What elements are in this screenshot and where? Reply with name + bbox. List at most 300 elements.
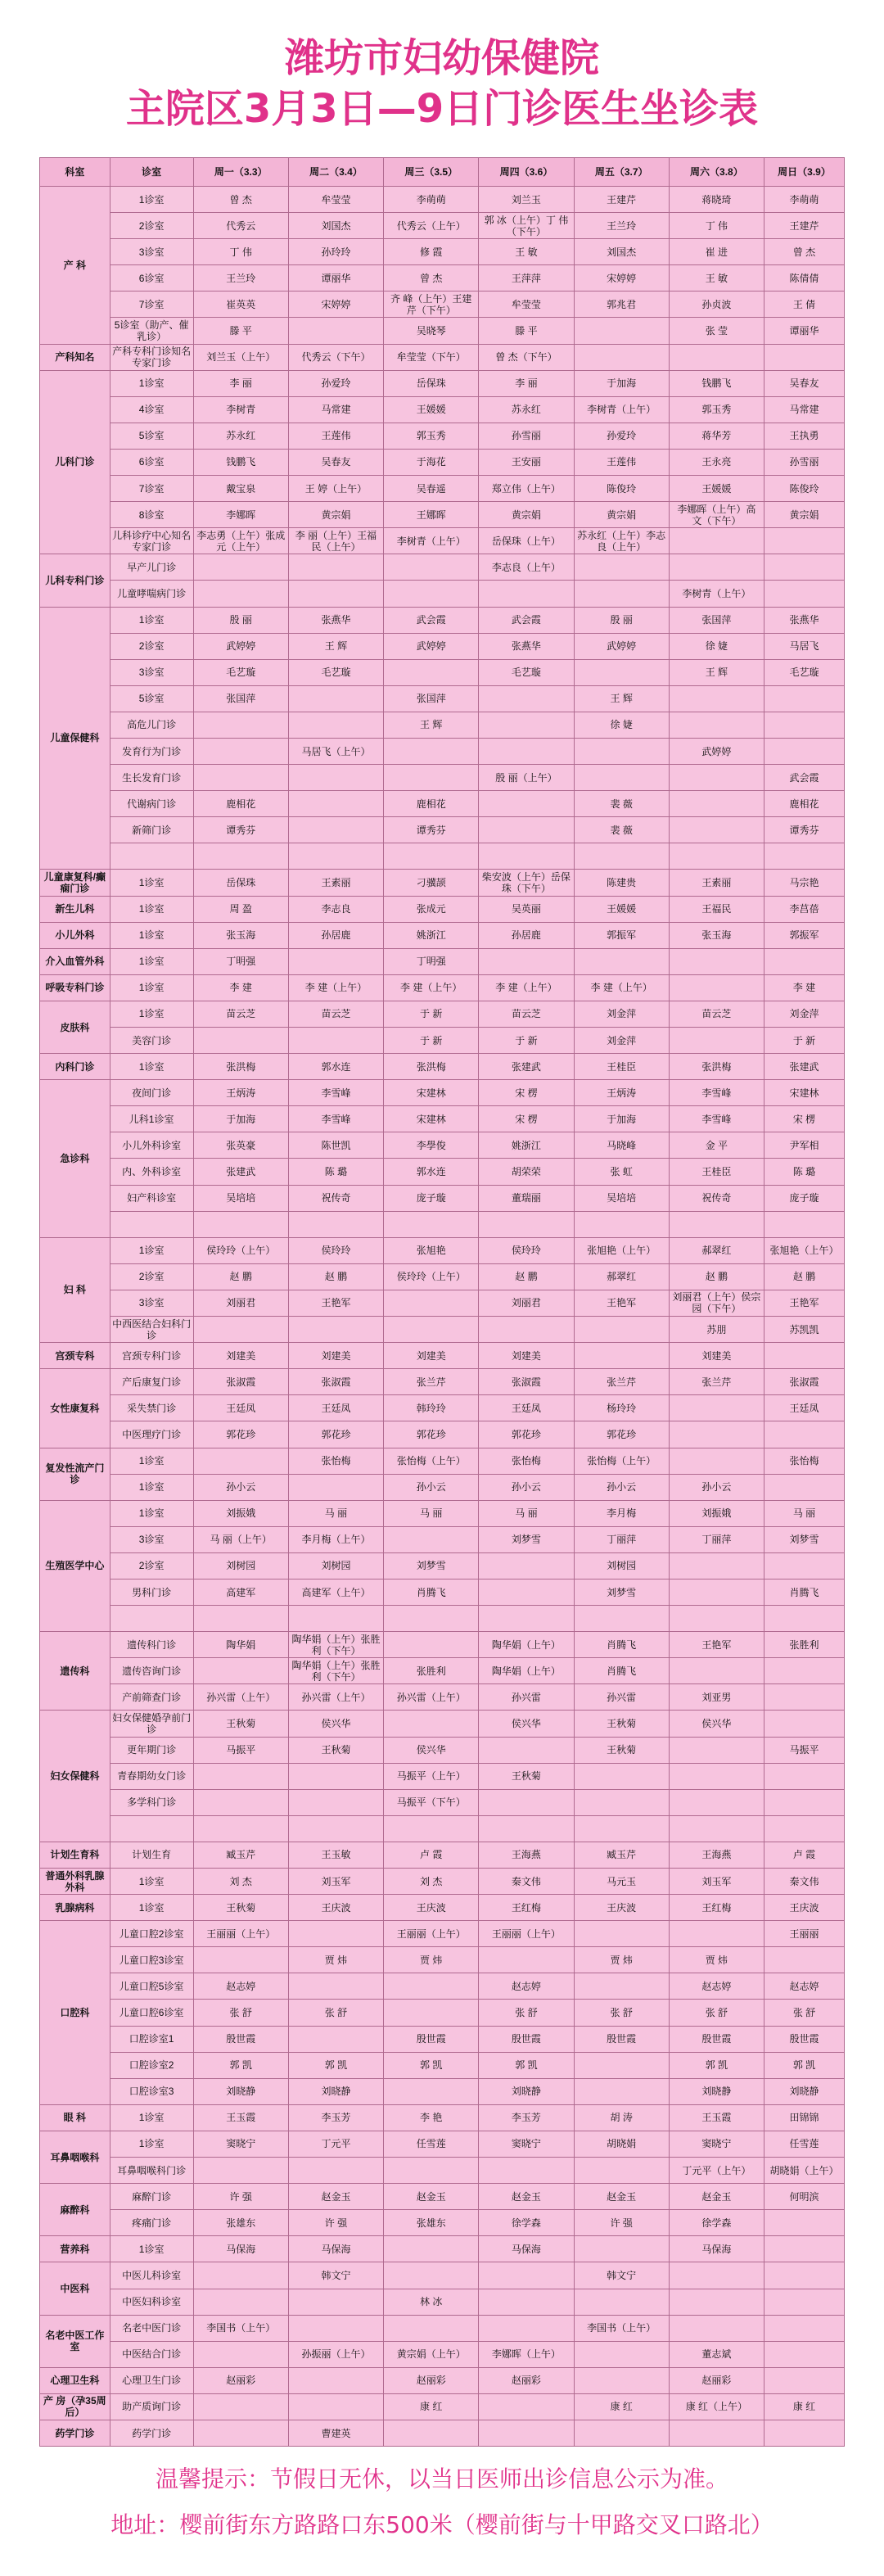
department-cell: 心理卫生科 (40, 2367, 110, 2393)
room-cell: 儿童口腔2诊室 (110, 1921, 193, 1947)
room-cell: 1诊室 (110, 187, 193, 213)
doctor-cell: 鹿相花 (193, 791, 288, 817)
doctor-cell: 胡晓娟 (574, 2131, 669, 2157)
doctor-cell (669, 2289, 764, 2315)
room-cell: 3诊室 (110, 1526, 193, 1552)
doctor-cell (288, 1317, 383, 1343)
doctor-cell (764, 1474, 845, 1500)
doctor-cell (764, 712, 845, 738)
doctor-cell: 任雪莲 (384, 2131, 479, 2157)
room-cell: 7诊室 (110, 291, 193, 318)
doctor-cell (384, 554, 479, 581)
doctor-cell: 张洪梅 (669, 1054, 764, 1080)
doctor-cell: 武会霞 (479, 607, 574, 633)
doctor-cell: 王丽丽 (764, 1921, 845, 1947)
doctor-cell: 徐 婕 (574, 712, 669, 738)
table-row (40, 685, 845, 712)
doctor-cell: 康 红 (574, 2393, 669, 2420)
doctor-cell (764, 1947, 845, 1973)
doctor-cell (479, 1317, 574, 1343)
doctor-cell: 侯兴华 (384, 1737, 479, 1763)
doctor-cell: 张胜利 (384, 1658, 479, 1684)
table-row (40, 396, 845, 423)
doctor-cell: 张旭艳（上午） (574, 1237, 669, 1263)
doctor-cell: 赵金玉 (479, 2184, 574, 2210)
doctor-cell: 宋 楞 (479, 1106, 574, 1132)
room-cell: 7诊室 (110, 476, 193, 502)
doctor-cell (288, 1211, 383, 1237)
doctor-cell: 王福民 (669, 896, 764, 922)
doctor-cell: 王兰玲 (193, 265, 288, 291)
doctor-cell: 苏永红 (479, 396, 574, 423)
doctor-cell: 赵丽彩 (669, 2367, 764, 2393)
doctor-cell: 黄宗娟 (479, 502, 574, 528)
doctor-cell (764, 2236, 845, 2262)
table-row (40, 922, 845, 948)
doctor-cell: 宋建林 (384, 1106, 479, 1132)
table-row (40, 1737, 845, 1763)
doctor-cell (764, 2315, 845, 2341)
doctor-cell (479, 1947, 574, 1973)
doctor-cell (764, 1711, 845, 1737)
doctor-cell (479, 581, 574, 607)
doctor-cell: 李 建（上午） (479, 974, 574, 1001)
address-text: 地址：樱前街东方路路口东500米（樱前街与十甲路交叉口路北） (110, 2511, 774, 2539)
room-cell: 高危儿门诊 (110, 712, 193, 738)
doctor-cell: 齐 峰（上午）王建芹（下午） (384, 291, 479, 318)
doctor-cell: 吴春遥 (384, 476, 479, 502)
doctor-cell: 马居飞（上午） (288, 738, 383, 764)
room-cell: 耳鼻咽喉科门诊 (110, 2158, 193, 2184)
doctor-cell (764, 1789, 845, 1815)
doctor-cell (193, 765, 288, 791)
doctor-cell (574, 1606, 669, 1632)
doctor-cell: 宋 楞 (764, 1106, 845, 1132)
doctor-cell (764, 685, 845, 712)
doctor-cell: 岳保珠 (193, 870, 288, 896)
doctor-cell (288, 765, 383, 791)
doctor-cell (288, 2289, 383, 2315)
doctor-cell: 李玉芳 (479, 2104, 574, 2131)
doctor-cell (669, 554, 764, 581)
doctor-cell: 庞子璇 (764, 1185, 845, 1211)
doctor-cell: 李 建（上午） (288, 974, 383, 1001)
room-cell: 儿童哮喘病门诊 (110, 581, 193, 607)
doctor-cell: 毛艺璇 (193, 659, 288, 685)
doctor-cell: 王廷凤 (193, 1395, 288, 1421)
doctor-cell: 刘晓静 (764, 2078, 845, 2104)
table-row (40, 1763, 845, 1789)
department-cell: 呼吸专科门诊 (40, 974, 110, 1001)
doctor-cell: 许 强 (574, 2210, 669, 2236)
doctor-cell (669, 1815, 764, 1842)
room-cell: 1诊室 (110, 948, 193, 974)
table-row (40, 1711, 845, 1737)
doctor-cell (574, 765, 669, 791)
doctor-cell (384, 765, 479, 791)
doctor-cell (764, 1606, 845, 1632)
doctor-cell: 王红梅 (479, 1895, 574, 1921)
doctor-cell: 刘 杰 (193, 1869, 288, 1895)
doctor-cell: 牟莹莹 (288, 187, 383, 213)
notice-text: 温馨提示：节假日无休，以当日医师出诊信息公示为准。 (155, 2465, 728, 2493)
room-cell: 5诊室 (110, 685, 193, 712)
doctor-cell: 刘建美 (479, 1343, 574, 1369)
room-cell: 1诊室 (110, 1001, 193, 1027)
doctor-cell: 王红梅 (669, 1895, 764, 1921)
doctor-cell (669, 1789, 764, 1815)
doctor-cell (669, 1552, 764, 1579)
table-row (40, 948, 845, 974)
table-row (40, 1658, 845, 1684)
table-row (40, 2052, 845, 2078)
doctor-cell (384, 2000, 479, 2026)
doctor-cell: 代秀云（下午） (288, 344, 383, 370)
room-cell: 1诊室 (110, 1500, 193, 1526)
room-cell: 妇产科诊室 (110, 1185, 193, 1211)
doctor-cell: 孙兴雷 (574, 1684, 669, 1711)
doctor-cell: 王 敏 (669, 265, 764, 291)
doctor-cell (764, 2367, 845, 2393)
table-row (40, 581, 845, 607)
doctor-cell: 牟莹莹（下午） (384, 344, 479, 370)
room-cell: 3诊室 (110, 1290, 193, 1316)
table-row (40, 1185, 845, 1211)
doctor-cell: 孙雪丽 (479, 423, 574, 449)
hospital-title: 潍坊市妇幼保健院 (284, 35, 599, 81)
table-row (40, 1606, 845, 1632)
doctor-cell: 臧玉芹 (193, 1842, 288, 1868)
doctor-cell: 代秀云（上午） (384, 213, 479, 239)
doctor-cell: 康 红 (764, 2393, 845, 2420)
doctor-cell: 刘晓静 (669, 2078, 764, 2104)
doctor-cell: 王秋菊 (479, 1763, 574, 1789)
doctor-cell: 王庆波 (384, 1895, 479, 1921)
doctor-cell: 黄宗娟（上午） (384, 2341, 479, 2367)
doctor-cell: 崔英英 (193, 291, 288, 318)
doctor-cell: 窦晓宁 (193, 2131, 288, 2157)
room-cell: 产前筛查门诊 (110, 1684, 193, 1711)
doctor-cell: 赵 鹏 (193, 1263, 288, 1290)
doctor-cell (384, 2078, 479, 2104)
doctor-cell: 鹿相花 (764, 791, 845, 817)
table-row (40, 1632, 845, 1658)
doctor-cell: 刘树园 (193, 1552, 288, 1579)
doctor-cell (669, 1579, 764, 1605)
doctor-cell: 林 冰 (384, 2289, 479, 2315)
doctor-cell: 刘树园 (288, 1552, 383, 1579)
doctor-cell (574, 948, 669, 974)
doctor-cell: 孙小云 (384, 1474, 479, 1500)
doctor-cell: 王庆波 (574, 1895, 669, 1921)
doctor-cell: 陈俊玲 (574, 476, 669, 502)
doctor-cell: 宋建林 (764, 1080, 845, 1106)
doctor-cell: 陶华娟（上午）张胜利（下午） (288, 1632, 383, 1658)
room-cell: 内、外科诊室 (110, 1159, 193, 1185)
doctor-cell (669, 528, 764, 554)
doctor-cell: 秦文伟 (764, 1869, 845, 1895)
doctor-cell: 王秋菊 (574, 1737, 669, 1763)
table-row (40, 1211, 845, 1237)
table-row (40, 633, 845, 659)
doctor-cell: 陈倩倩 (764, 265, 845, 291)
doctor-cell: 王 辉 (669, 659, 764, 685)
doctor-cell (479, 2289, 574, 2315)
room-cell: 8诊室 (110, 502, 193, 528)
doctor-cell: 马 丽 (764, 1500, 845, 1526)
doctor-cell (669, 2420, 764, 2446)
doctor-cell: 刘金萍 (574, 1028, 669, 1054)
doctor-cell: 张怡梅（上午） (574, 1448, 669, 1474)
department-cell: 儿童康复科/癫痫门诊 (40, 870, 110, 896)
doctor-cell (669, 1737, 764, 1763)
doctor-cell (288, 1789, 383, 1815)
doctor-cell: 李 建 (193, 974, 288, 1001)
doctor-cell: 孙贞波 (669, 291, 764, 318)
doctor-cell: 王建芹 (764, 213, 845, 239)
doctor-cell (479, 1789, 574, 1815)
doctor-cell: 张淑霞 (288, 1369, 383, 1395)
doctor-cell: 郭振军 (574, 922, 669, 948)
doctor-cell (669, 344, 764, 370)
doctor-cell: 郝翠红 (669, 1237, 764, 1263)
doctor-cell: 韩文宁 (288, 2262, 383, 2289)
room-cell: 计划生育 (110, 1842, 193, 1868)
room-cell: 新筛门诊 (110, 817, 193, 843)
doctor-cell: 郭花珍 (193, 1421, 288, 1448)
doctor-cell: 张旭艳 (384, 1237, 479, 1263)
doctor-cell: 尹军相 (764, 1132, 845, 1159)
table-row (40, 213, 845, 239)
doctor-cell: 臧玉芹 (574, 1842, 669, 1868)
doctor-cell (479, 712, 574, 738)
doctor-cell: 刘兰玉 (479, 187, 574, 213)
room-cell: 名老中医门诊 (110, 2315, 193, 2341)
doctor-cell: 钱鹏飞 (193, 449, 288, 475)
doctor-cell: 刘丽君（上午）侯宗园（下午） (669, 1290, 764, 1316)
doctor-cell: 赵志婷 (479, 1973, 574, 2000)
doctor-cell: 张建武 (193, 1159, 288, 1185)
doctor-cell (193, 1211, 288, 1237)
department-cell: 女性康复科 (40, 1369, 110, 1448)
doctor-cell: 刘建美 (384, 1343, 479, 1369)
doctor-cell (384, 2420, 479, 2446)
doctor-cell (384, 2262, 479, 2289)
doctor-cell: 丁丽萍 (574, 1526, 669, 1552)
room-cell: 1诊室 (110, 1474, 193, 1500)
doctor-cell: 刘振娥 (669, 1500, 764, 1526)
doctor-cell (384, 2236, 479, 2262)
doctor-cell: 李 丽 (479, 370, 574, 396)
doctor-cell: 郭 凯 (764, 2052, 845, 2078)
doctor-cell (193, 843, 288, 870)
doctor-cell (288, 791, 383, 817)
doctor-cell: 吴春友 (288, 449, 383, 475)
doctor-cell: 张国萍 (384, 685, 479, 712)
table-row (40, 239, 845, 265)
doctor-cell: 李月梅（上午） (288, 1526, 383, 1552)
table-row (40, 2078, 845, 2104)
doctor-cell (479, 2262, 574, 2289)
doctor-cell: 李莒蓓 (764, 896, 845, 922)
table-row (40, 1684, 845, 1711)
doctor-cell: 于 新 (384, 1001, 479, 1027)
doctor-cell: 张兰芹 (574, 1369, 669, 1395)
table-row (40, 1369, 845, 1395)
doctor-cell (764, 738, 845, 764)
doctor-cell: 柴安波（上午）岳保珠（下午） (479, 870, 574, 896)
doctor-cell (288, 2158, 383, 2184)
doctor-cell (384, 1711, 479, 1737)
doctor-cell: 王建芹 (574, 187, 669, 213)
doctor-cell: 苗云芝 (669, 1001, 764, 1027)
doctor-cell (764, 1552, 845, 1579)
doctor-cell: 胡 涛 (574, 2104, 669, 2131)
doctor-cell (193, 554, 288, 581)
doctor-cell: 殷世霞 (669, 2026, 764, 2052)
table-row (40, 738, 845, 764)
table-row (40, 607, 845, 633)
department-cell: 耳鼻咽喉科 (40, 2131, 110, 2183)
department-cell: 介入血管外科 (40, 948, 110, 974)
doctor-cell: 刘梦雪 (479, 1526, 574, 1552)
doctor-cell (288, 2367, 383, 2393)
doctor-cell: 刘亚男 (669, 1684, 764, 1711)
doctor-cell: 毛艺璇 (479, 659, 574, 685)
doctor-cell: 宋婷婷 (574, 265, 669, 291)
doctor-cell (764, 1684, 845, 1711)
doctor-cell: 丁明强 (193, 948, 288, 974)
table-row (40, 187, 845, 213)
room-cell: 1诊室 (110, 1895, 193, 1921)
doctor-cell: 董瑞丽 (479, 1185, 574, 1211)
doctor-cell: 李 建（上午） (574, 974, 669, 1001)
schedule-subtitle: 主院区3月3日—9日门诊医生坐诊表 (125, 86, 759, 132)
doctor-cell: 马常建 (764, 396, 845, 423)
doctor-cell: 侯兴华 (288, 1711, 383, 1737)
table-row (40, 896, 845, 922)
doctor-cell: 王玉敏 (288, 1842, 383, 1868)
doctor-cell: 肖腾飞 (384, 1579, 479, 1605)
doctor-cell: 马 丽 (384, 1500, 479, 1526)
room-cell: 儿科诊疗中心知名专家门诊 (110, 528, 193, 554)
room-cell: 儿童口腔5诊室 (110, 1973, 193, 2000)
table-row (40, 528, 845, 554)
doctor-cell: 钱鹏飞 (669, 370, 764, 396)
table-row (40, 502, 845, 528)
doctor-cell (384, 581, 479, 607)
doctor-cell: 谭秀芬 (764, 817, 845, 843)
doctor-cell (764, 843, 845, 870)
doctor-cell: 郭花珍 (384, 1421, 479, 1448)
room-cell: 1诊室 (110, 922, 193, 948)
room-cell: 1诊室 (110, 1237, 193, 1263)
doctor-cell: 卢 霞 (764, 1842, 845, 1868)
doctor-cell: 郭兆君 (574, 291, 669, 318)
table-row (40, 2367, 845, 2393)
schedule-table-wrapper (39, 157, 845, 2447)
doctor-cell: 赵 鹏 (479, 1263, 574, 1290)
doctor-cell: 李 建 (764, 974, 845, 1001)
doctor-cell: 孙小云 (193, 1474, 288, 1500)
doctor-cell (288, 2393, 383, 2420)
doctor-cell (288, 1815, 383, 1842)
doctor-cell: 王艳军 (288, 1290, 383, 1316)
room-cell: 口腔诊室3 (110, 2078, 193, 2104)
doctor-cell: 马振平（下午） (384, 1789, 479, 1815)
doctor-cell (574, 1921, 669, 1947)
table-row (40, 1947, 845, 1973)
table-row (40, 1106, 845, 1132)
room-cell: 代谢病门诊 (110, 791, 193, 817)
doctor-cell (574, 2420, 669, 2446)
doctor-cell: 孙振丽（上午） (288, 2341, 383, 2367)
room-cell: 3诊室 (110, 659, 193, 685)
department-cell: 儿童保健科 (40, 607, 110, 870)
doctor-cell: 丁丽萍 (669, 1526, 764, 1552)
doctor-cell: 张英豪 (193, 1132, 288, 1159)
doctor-cell: 赵金玉 (669, 2184, 764, 2210)
table-row (40, 318, 845, 344)
doctor-cell (479, 1815, 574, 1842)
room-cell: 4诊室 (110, 396, 193, 423)
doctor-cell: 赵志婷 (764, 1973, 845, 2000)
doctor-cell: 马 丽 (479, 1500, 574, 1526)
doctor-cell: 殷世霞 (479, 2026, 574, 2052)
doctor-cell: 马保海 (479, 2236, 574, 2262)
doctor-cell: 胡晓娟（上午） (764, 2158, 845, 2184)
doctor-cell: 董志斌 (669, 2341, 764, 2367)
department-cell: 儿科专科门诊 (40, 554, 110, 607)
doctor-cell: 苏永红（上午）李志良（上午） (574, 528, 669, 554)
doctor-cell: 郭振军 (764, 922, 845, 948)
room-cell: 产后康复门诊 (110, 1369, 193, 1395)
doctor-cell: 李树青（上午） (574, 396, 669, 423)
doctor-cell: 郭 凯 (669, 2052, 764, 2078)
table-row (40, 1395, 845, 1421)
department-cell: 内科门诊 (40, 1054, 110, 1080)
table-row (40, 1842, 845, 1868)
doctor-cell (479, 2420, 574, 2446)
header-cell: 周五（3.7） (574, 158, 669, 187)
table-row (40, 1500, 845, 1526)
room-cell: 更年期门诊 (110, 1737, 193, 1763)
doctor-cell: 王丽丽（上午） (479, 1921, 574, 1947)
doctor-cell: 刘国杰 (574, 239, 669, 265)
doctor-cell (288, 948, 383, 974)
room-cell: 中医理疗门诊 (110, 1421, 193, 1448)
doctor-cell: 刘建美 (193, 1343, 288, 1369)
doctor-cell: 孙小云 (479, 1474, 574, 1500)
table-row (40, 2262, 845, 2289)
table-row (40, 1290, 845, 1316)
doctor-cell (193, 2420, 288, 2446)
doctor-cell (288, 318, 383, 344)
doctor-cell: 王媛媛 (574, 896, 669, 922)
doctor-cell (669, 2262, 764, 2289)
doctor-cell (764, 1658, 845, 1684)
department-cell: 遗传科 (40, 1632, 110, 1711)
department-cell: 皮肤科 (40, 1001, 110, 1053)
doctor-cell: 李树青（上午） (669, 581, 764, 607)
table-row (40, 2104, 845, 2131)
doctor-cell (764, 2289, 845, 2315)
doctor-cell: 刘晓静 (193, 2078, 288, 2104)
doctor-cell: 任雪莲 (764, 2131, 845, 2157)
room-cell: 遗传咨询门诊 (110, 1658, 193, 1684)
department-cell: 营养科 (40, 2236, 110, 2262)
doctor-cell: 张胜利 (764, 1632, 845, 1658)
